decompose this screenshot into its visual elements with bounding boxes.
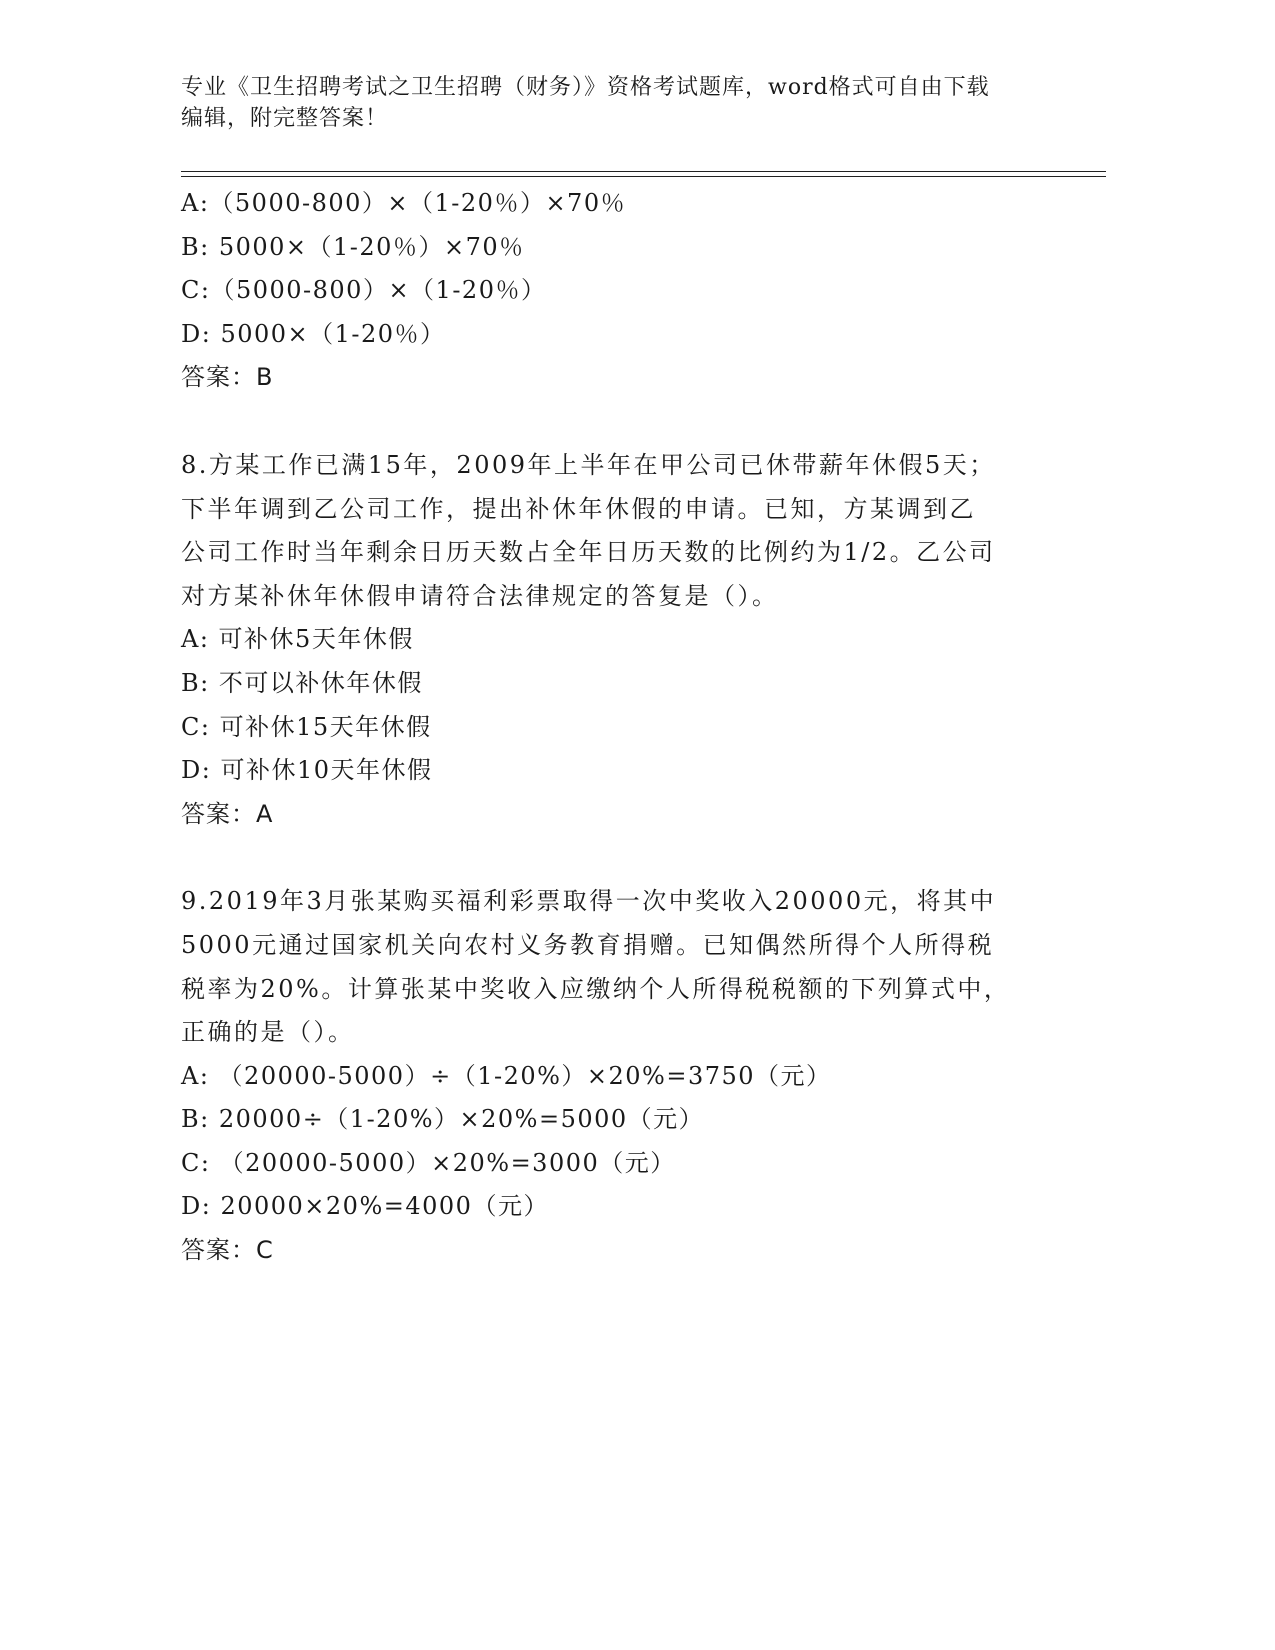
stem-line: 对方某补休年休假申请符合法律规定的答复是（）。 xyxy=(181,581,779,610)
answer-label: 答案：B xyxy=(181,363,274,392)
header-divider-bottom xyxy=(181,176,1106,177)
stem-line: 9.2019年3月张某购买福利彩票取得一次中奖收入20000元，将其中 xyxy=(181,887,997,916)
option-d: D: 可补休10天年休假 xyxy=(181,756,433,785)
option-b: B: 5000×（1-20％）×70％ xyxy=(181,232,525,261)
option-b: B: 不可以补休年休假 xyxy=(181,668,423,697)
answer-label: 答案：C xyxy=(181,1236,274,1265)
option-c: C: 可补休15天年休假 xyxy=(181,712,432,741)
header-line-1: 专业《卫生招聘考试之卫生招聘（财务）》资格考试题库，word格式可自由下载 xyxy=(181,75,990,100)
option-d: D: 5000×（1-20％） xyxy=(181,319,446,348)
stem-line: 下半年调到乙公司工作，提出补休年休假的申请。已知，方某调到乙 xyxy=(181,494,976,523)
document-header xyxy=(181,72,1051,134)
answer-label: 答案：A xyxy=(181,799,274,828)
option-a: A: 可补休5天年休假 xyxy=(181,625,414,654)
stem-line: 税率为20%。计算张某中奖收入应缴纳个人所得税税额的下列算式中， xyxy=(181,974,1011,1003)
option-a: A: （20000-5000）÷（1-20%）×20%=3750（元） xyxy=(181,1061,832,1090)
option-c: C:（5000-800）×（1-20％） xyxy=(181,276,547,305)
question-stem xyxy=(181,880,1081,1054)
stem-line: 5000元通过国家机关向农村义务教育捐赠。已知偶然所得个人所得税 xyxy=(181,930,995,959)
document-body xyxy=(181,182,1081,1273)
header-line-2: 编辑，附完整答案！ xyxy=(181,106,389,131)
stem-line: 8.方某工作已满15年，2009年上半年在甲公司已休带薪年休假5天； xyxy=(181,450,996,479)
option-d: D: 20000×20%=4000（元） xyxy=(181,1192,549,1221)
question-7 xyxy=(181,182,1081,400)
question-9 xyxy=(181,880,1081,1272)
header-divider-top xyxy=(181,171,1106,172)
option-c: C: （20000-5000）×20%=3000（元） xyxy=(181,1148,676,1177)
option-a: A:（5000-800）×（1-20％）×70％ xyxy=(181,189,627,217)
stem-line: 正确的是（）。 xyxy=(181,1018,355,1047)
question-8 xyxy=(181,444,1081,836)
stem-line: 公司工作时当年剩余日历天数占全年日历天数的比例约为1/2。乙公司 xyxy=(181,538,996,567)
question-stem xyxy=(181,444,1081,618)
option-b: B: 20000÷（1-20%）×20%=5000（元） xyxy=(181,1105,705,1134)
